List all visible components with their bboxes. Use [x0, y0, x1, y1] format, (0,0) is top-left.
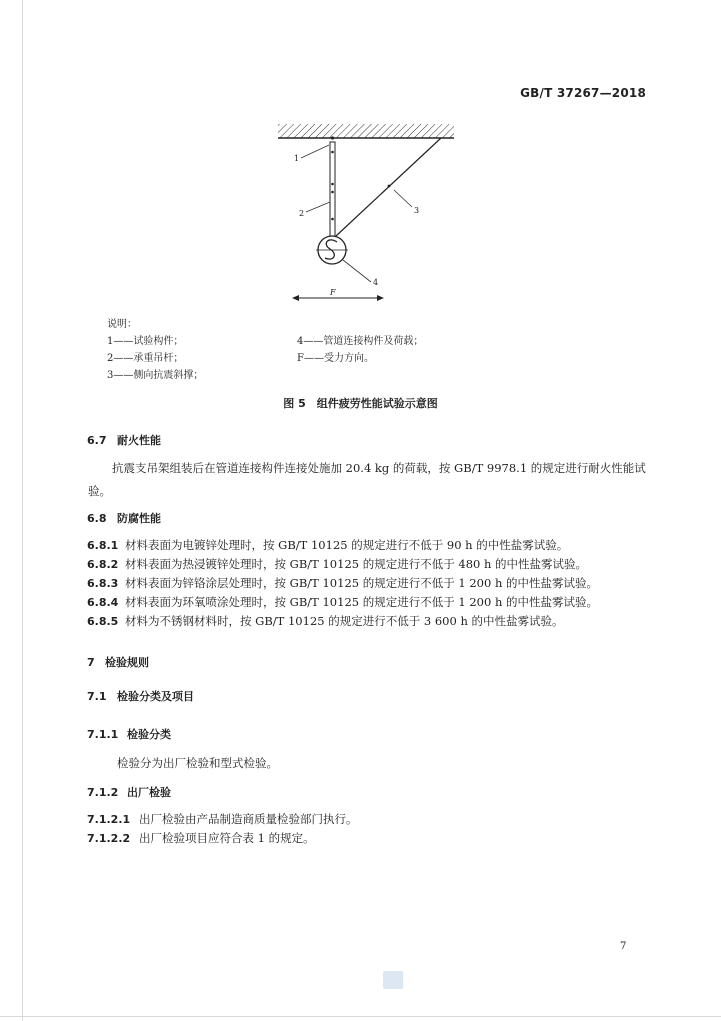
heading-title: 出厂检验 — [127, 786, 171, 799]
page-number: 7 — [620, 941, 627, 952]
seismic-brace — [336, 138, 441, 236]
clause-6-8-3 — [87, 575, 598, 591]
heading-title: 检验分类 — [127, 728, 171, 741]
clause-7-1-2-2 — [87, 830, 315, 846]
clause-text: 出厂检验由产品制造商质量检验部门执行。 — [139, 812, 358, 826]
legend-item-2: 2——承重吊杆； — [107, 353, 184, 364]
label-3: 3 — [414, 206, 420, 215]
page-border-left — [22, 0, 23, 1021]
label-4: 4 — [373, 278, 379, 287]
clause-text: 材料表面为锌铬涂层处理时，按 GB/T 10125 的规定进行不低于 1 200 h 的中性盐雾试验。 — [125, 576, 599, 590]
heading-number: 7.1 — [87, 690, 107, 703]
legend-item-f: F——受力方向。 — [297, 353, 374, 364]
force-label: F — [330, 288, 336, 297]
heading-title: 检验分类及项目 — [117, 690, 194, 703]
clause-text: 材料为不锈钢材料时，按 GB/T 10125 的规定进行不低于 3 600 h 的中性盐雾试验。 — [125, 614, 564, 628]
clause-number: 6.8.5 — [87, 615, 119, 628]
heading-number: 7.1.2 — [87, 786, 119, 799]
fatigue-test-diagram — [270, 112, 470, 312]
clause-text: 材料表面为环氧喷涂处理时，按 GB/T 10125 的规定进行不低于 1 200 h 的中性盐雾试验。 — [125, 595, 599, 609]
standard-id: GB/T 37267—2018 — [520, 86, 646, 100]
clause-number: 6.8.2 — [87, 558, 119, 571]
heading-number: 6.7 — [87, 434, 107, 447]
legend-item-3: 3——侧向抗震斜撑； — [107, 370, 204, 381]
page-border-bottom — [0, 1016, 721, 1017]
hanger-rod — [330, 136, 335, 237]
force-direction-arrow — [292, 295, 384, 301]
heading-number: 7 — [87, 656, 95, 669]
clause-number: 6.8.4 — [87, 596, 119, 609]
clause-number: 6.8.3 — [87, 577, 119, 590]
heading-7 — [87, 654, 149, 670]
ceiling — [278, 124, 454, 138]
clause-7-1-2-1 — [87, 811, 358, 827]
heading-7-1-2 — [87, 784, 171, 800]
legend-title: 说明： — [107, 319, 137, 330]
inspection-classification-text: 检验分为出厂检验和型式检验。 — [117, 756, 278, 770]
clause-number: 7.1.2.2 — [87, 832, 131, 845]
clause-6-8-4 — [87, 594, 598, 610]
heading-number: 6.8 — [87, 512, 107, 525]
figure-caption: 图 5 组件疲劳性能试验示意图 — [283, 397, 438, 410]
clause-number: 7.1.2.1 — [87, 813, 131, 826]
clause-6-8-1 — [87, 537, 568, 553]
clause-text: 材料表面为热浸镀锌处理时，按 GB/T 10125 的规定进行不低于 480 h 的中性盐雾试验。 — [125, 557, 588, 571]
heading-number: 7.1.1 — [87, 728, 119, 741]
heading-title: 耐火性能 — [117, 434, 161, 447]
label-2: 2 — [299, 209, 305, 218]
heading-title: 防腐性能 — [117, 512, 161, 525]
paragraph-fire-resistance — [88, 457, 648, 503]
paragraph-text: 抗震支吊架组装后在管道连接构件连接处施加 20.4 kg 的荷载，按 GB/T 9978.1 的规定进行耐火性能试验。 — [88, 461, 646, 498]
clause-6-8-2 — [87, 556, 587, 572]
clause-number: 6.8.1 — [87, 539, 119, 552]
legend-item-4: 4——管道连接构件及荷载； — [297, 336, 424, 347]
heading-7-1 — [87, 688, 194, 704]
label-1: 1 — [294, 154, 300, 163]
heading-6-7 — [87, 432, 161, 448]
clause-6-8-5 — [87, 613, 564, 629]
clause-text: 材料表面为电镀锌处理时，按 GB/T 10125 的规定进行不低于 90 h 的中性盐雾试验。 — [125, 538, 569, 552]
heading-7-1-1 — [87, 726, 171, 742]
watermark-logo — [383, 971, 403, 989]
leader-lines — [301, 145, 412, 282]
heading-6-8 — [87, 510, 161, 526]
heading-title: 检验规则 — [105, 656, 149, 669]
clause-text: 出厂检验项目应符合表 1 的规定。 — [139, 831, 315, 845]
legend-item-1: 1——试验构件； — [107, 336, 184, 347]
